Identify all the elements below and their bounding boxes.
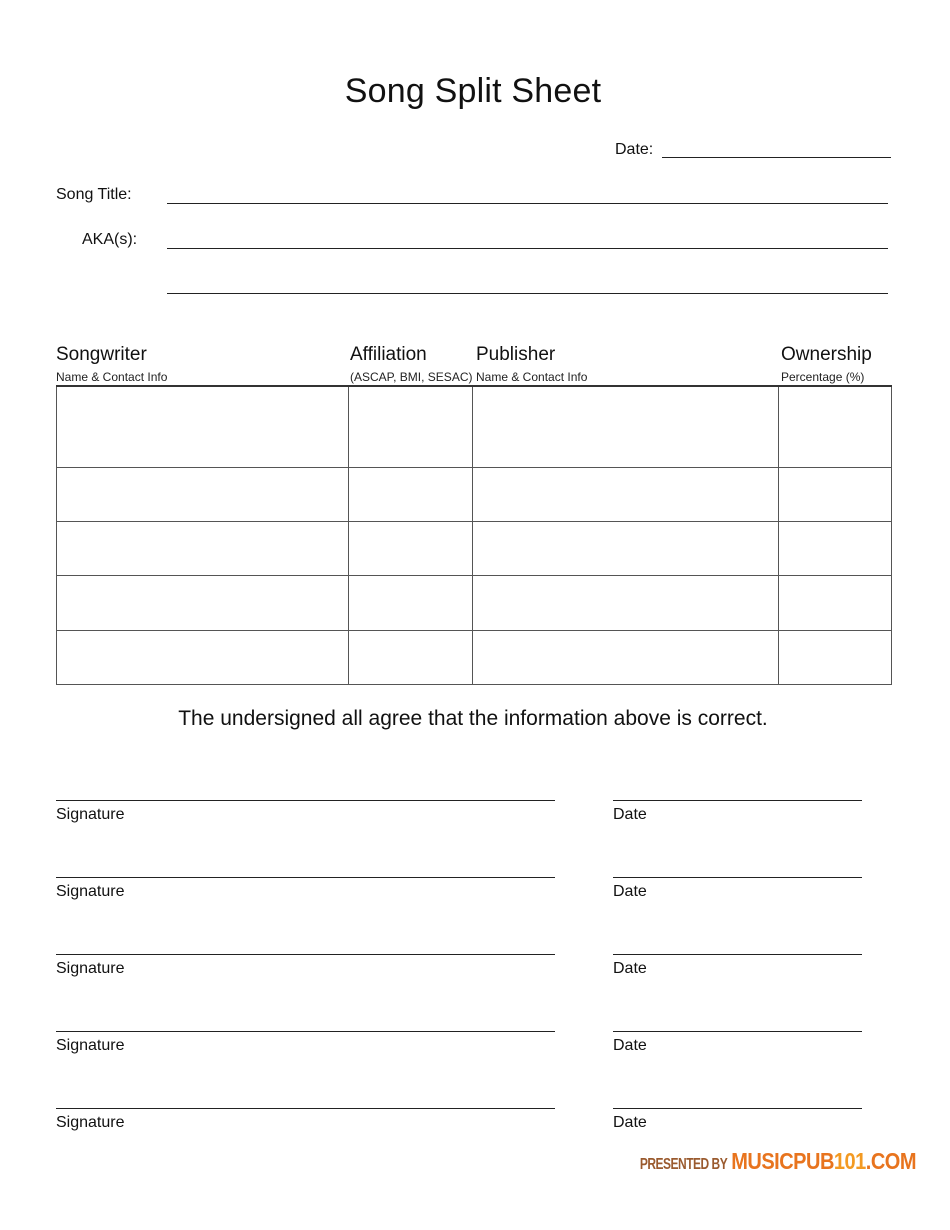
songwriter-header: Songwriter: [56, 344, 147, 365]
songwriter-subheader: Name & Contact Info: [56, 370, 168, 384]
signature-label: Signature: [56, 806, 125, 823]
affiliation-cell[interactable]: [348, 522, 473, 576]
affiliation-subheader: (ASCAP, BMI, SESAC): [350, 370, 473, 384]
table-row: [57, 522, 892, 576]
songwriter-cell[interactable]: [57, 522, 349, 576]
signature-label: Signature: [56, 960, 125, 977]
publisher-subheader: Name & Contact Info: [476, 370, 588, 384]
signature-line[interactable]: [56, 1108, 555, 1109]
publisher-cell[interactable]: [473, 576, 779, 630]
songwriter-cell[interactable]: [57, 630, 349, 684]
songwriter-cell[interactable]: [57, 576, 349, 630]
agreement-statement: The undersigned all agree that the information above is correct.: [178, 707, 768, 730]
signature-date-line[interactable]: [613, 877, 862, 878]
aka-field-line-1[interactable]: [167, 248, 888, 249]
songwriter-cell[interactable]: [57, 386, 349, 467]
signature-line[interactable]: [56, 1031, 555, 1032]
date-label: Date:: [615, 141, 654, 158]
signature-line[interactable]: [56, 800, 555, 801]
publisher-cell[interactable]: [473, 630, 779, 684]
signature-label: Signature: [56, 883, 125, 900]
signature-date-line[interactable]: [613, 1031, 862, 1032]
table-row: [57, 630, 892, 684]
signature-date-label: Date: [613, 1114, 647, 1131]
signature-line[interactable]: [56, 877, 555, 878]
song-title-label: Song Title:: [56, 186, 132, 203]
signature-date-label: Date: [613, 960, 647, 977]
ownership-cell[interactable]: [779, 576, 892, 630]
ownership-cell[interactable]: [779, 630, 892, 684]
brand-music-text: MUSICPUB101.COM: [731, 1149, 916, 1175]
aka-field-line-2[interactable]: [167, 293, 888, 294]
signature-date-label: Date: [613, 1037, 647, 1054]
ownership-header: Ownership: [781, 344, 872, 365]
affiliation-header: Affiliation: [350, 344, 427, 365]
split-table: [56, 385, 892, 685]
table-row: [57, 576, 892, 630]
affiliation-cell[interactable]: [348, 576, 473, 630]
ownership-cell[interactable]: [779, 386, 892, 467]
signature-date-label: Date: [613, 883, 647, 900]
table-row: [57, 467, 892, 521]
signature-date-line[interactable]: [613, 1108, 862, 1109]
affiliation-cell[interactable]: [348, 386, 473, 467]
signature-label: Signature: [56, 1114, 125, 1131]
signature-label: Signature: [56, 1037, 125, 1054]
musicpub101-brand-logo: [640, 1151, 916, 1174]
table-row: [57, 386, 892, 467]
page-title: Song Split Sheet: [344, 72, 602, 110]
aka-label: AKA(s):: [82, 231, 138, 248]
publisher-cell[interactable]: [473, 522, 779, 576]
songwriter-cell[interactable]: [57, 467, 349, 521]
signature-date-line[interactable]: [613, 954, 862, 955]
ownership-subheader: Percentage (%): [781, 370, 865, 384]
affiliation-cell[interactable]: [348, 630, 473, 684]
publisher-cell[interactable]: [473, 386, 779, 467]
signature-date-line[interactable]: [613, 800, 862, 801]
signature-date-label: Date: [613, 806, 647, 823]
publisher-cell[interactable]: [473, 467, 779, 521]
ownership-cell[interactable]: [779, 467, 892, 521]
presented-by-text: PRESENTED BY: [639, 1154, 728, 1174]
song-title-field-line[interactable]: [167, 203, 888, 204]
date-field-line[interactable]: [662, 157, 891, 158]
ownership-cell[interactable]: [779, 522, 892, 576]
signature-line[interactable]: [56, 954, 555, 955]
affiliation-cell[interactable]: [348, 467, 473, 521]
publisher-header: Publisher: [476, 344, 556, 365]
